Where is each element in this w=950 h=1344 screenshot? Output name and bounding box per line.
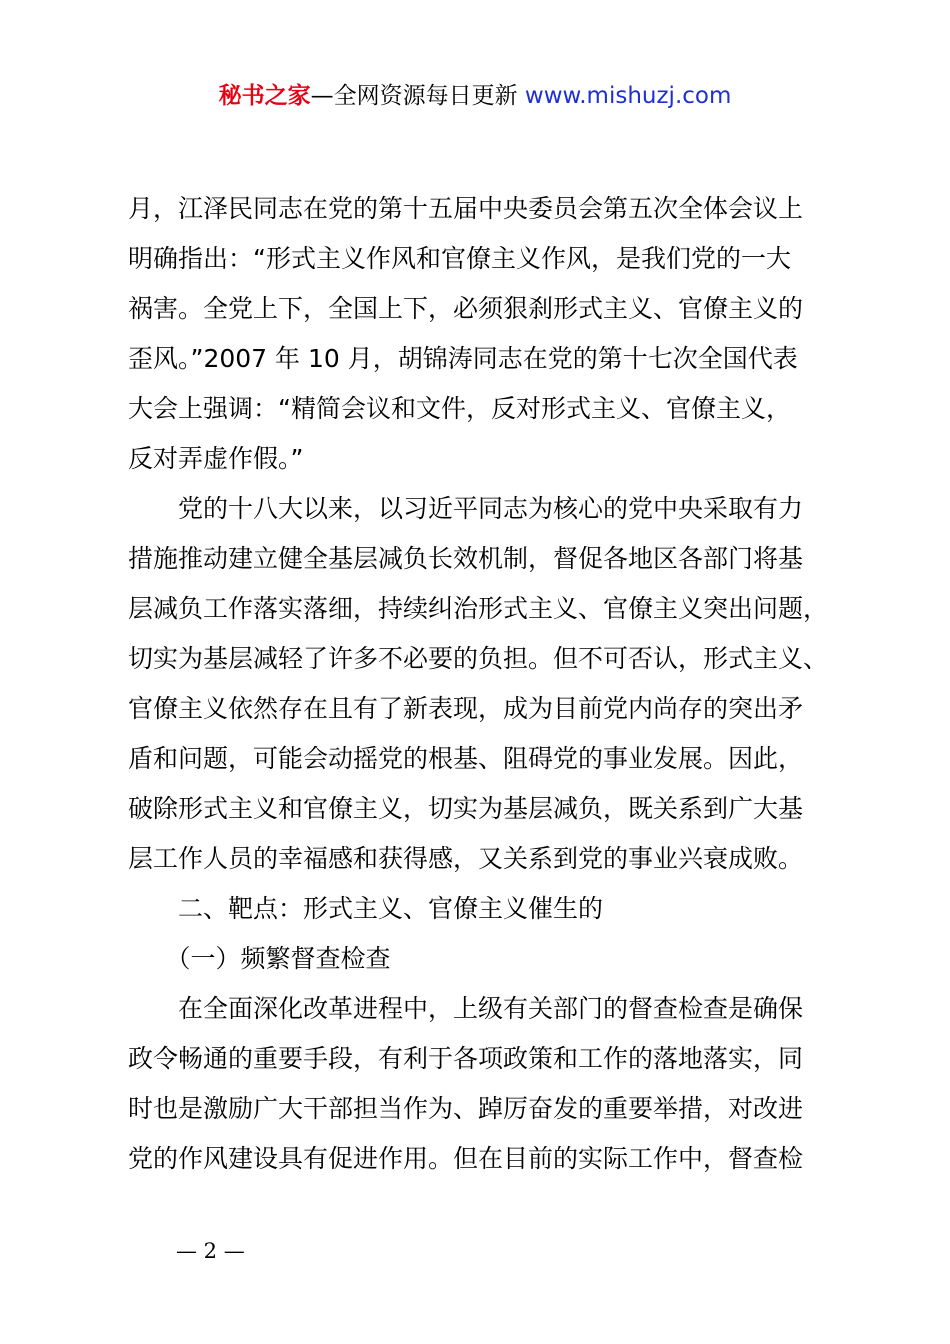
text-line: 祸害。全党上下，全国上下，必须狠刹形式主义、官僚主义的 <box>128 294 804 323</box>
subsection-heading: （一）频繁督查检查 <box>128 944 391 973</box>
text-line: 时也是激励广大干部担当作为、踔厉奋发的重要举措，对改进 <box>128 1094 804 1123</box>
text-line: 月，江泽民同志在党的第十五届中央委员会第五次全体会议上 <box>128 194 804 223</box>
site-url-link[interactable]: www.mishuzj.com <box>524 83 732 109</box>
text-line: 措施推动建立健全基层减负长效机制，督促各地区各部门将基 <box>128 544 804 573</box>
text-line: 歪风。”2007 年 10 月，胡锦涛同志在党的第十七次全国代表 <box>128 344 798 373</box>
text-line: 层工作人员的幸福感和获得感，又关系到党的事业兴衰成败。 <box>128 844 804 873</box>
text-line: 明确指出：“形式主义作风和官僚主义作风，是我们党的一大 <box>128 244 791 273</box>
text-line: 大会上强调：“精简会议和文件，反对形式主义、官僚主义， <box>128 394 791 423</box>
text-line: 官僚主义依然存在且有了新表现，成为目前党内尚存的突出矛 <box>128 694 804 723</box>
site-header <box>0 80 950 112</box>
text-line: 反对弄虚作假。” <box>128 444 304 473</box>
text-line: 政令畅通的重要手段，有利于各项政策和工作的落地落实，同 <box>128 1044 804 1073</box>
header-tagline: —全网资源每日更新 <box>310 83 518 109</box>
brand-name: 秘书之家 <box>218 83 311 109</box>
text-line: 党的作风建设具有促进作用。但在目前的实际工作中，督查检 <box>128 1144 804 1173</box>
text-line: 党的十八大以来，以习近平同志为核心的党中央采取有力 <box>128 494 804 523</box>
text-line: 切实为基层减轻了许多不必要的负担。但不可否认，形式主义、 <box>128 644 829 673</box>
text-line: 盾和问题，可能会动摇党的根基、阻碍党的事业发展。因此， <box>128 744 804 773</box>
text-line: 在全面深化改革进程中，上级有关部门的督查检查是确保 <box>128 994 804 1023</box>
page-number: — 2 — <box>176 1239 245 1263</box>
text-line: 破除形式主义和官僚主义，切实为基层减负，既关系到广大基 <box>128 794 804 823</box>
text-line: 层减负工作落实落细，持续纠治形式主义、官僚主义突出问题， <box>128 594 829 623</box>
document-body <box>128 184 858 1184</box>
section-heading: 二、靶点：形式主义、官僚主义催生的 <box>128 894 604 923</box>
